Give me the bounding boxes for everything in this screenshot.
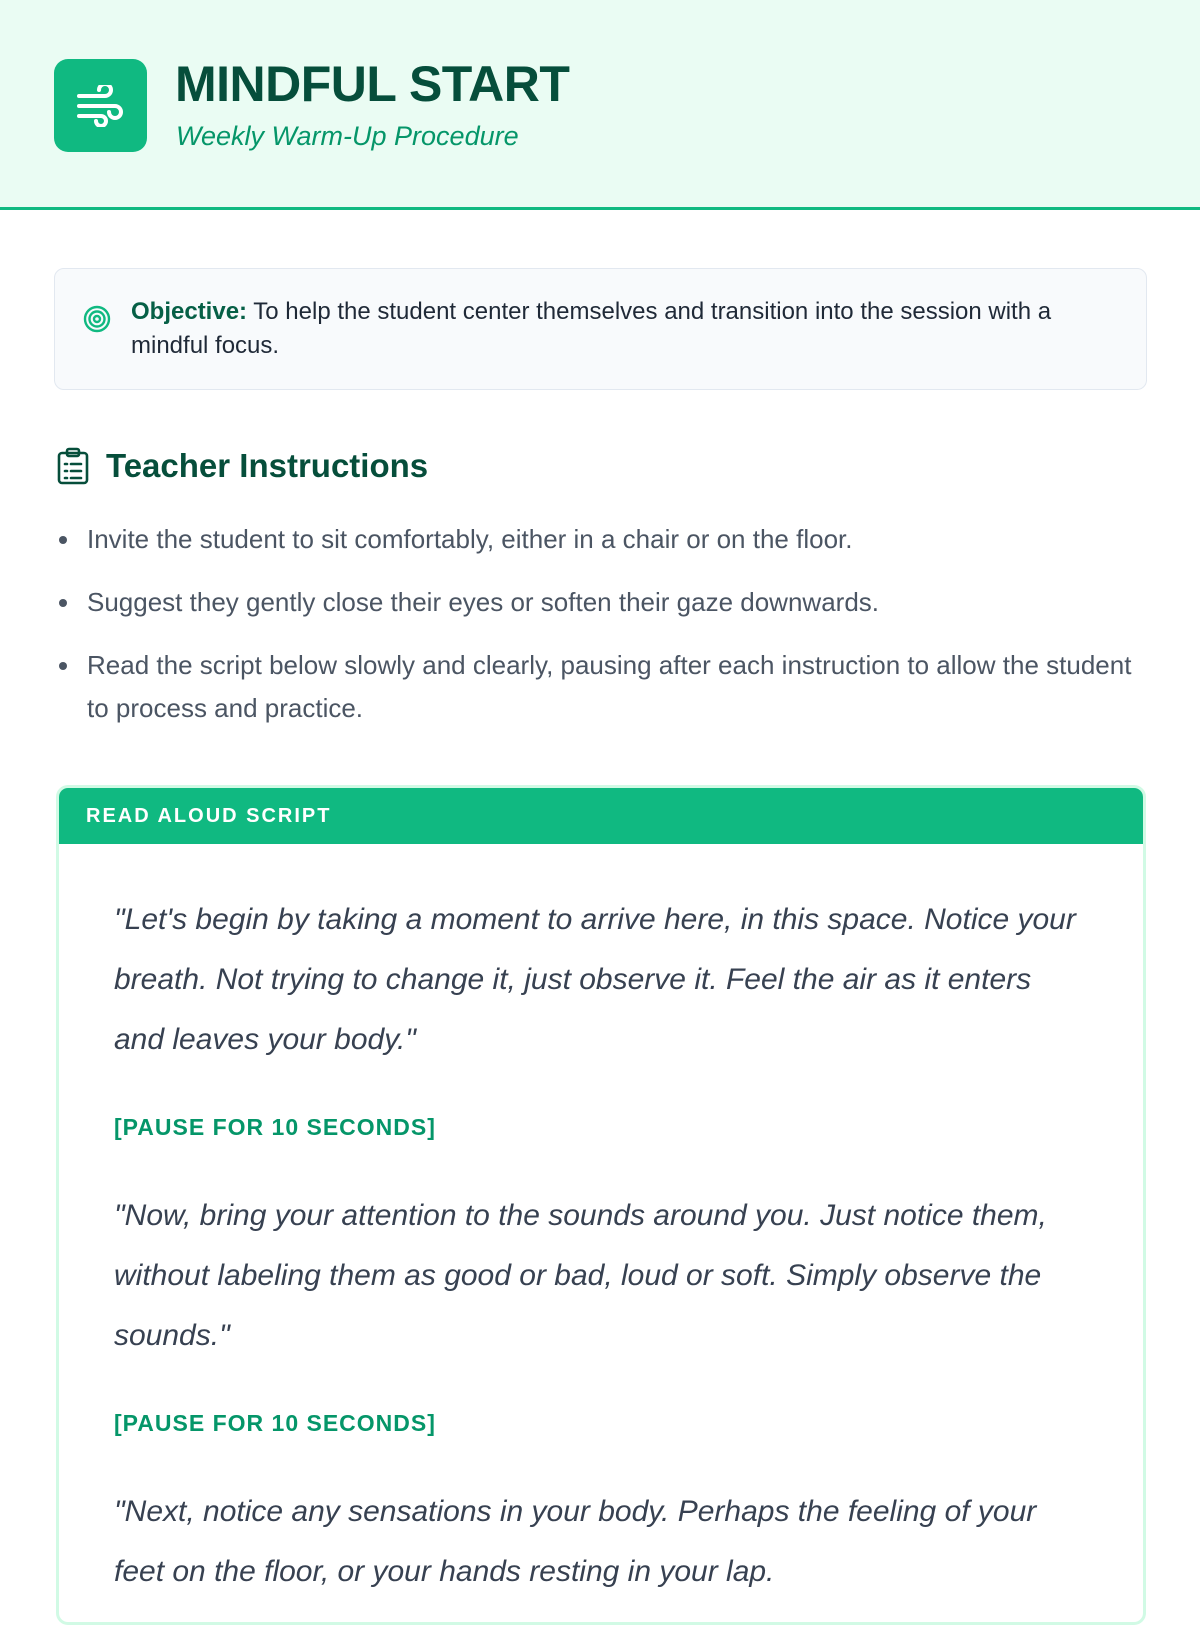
list-item: Suggest they gently close their eyes or soften their gaze downwards. xyxy=(56,581,1156,624)
objective-text: To help the student center themselves and transition into the session with a mindful focus. xyxy=(131,298,1052,359)
script-heading: READ ALOUD SCRIPT xyxy=(59,788,1143,844)
instructions-list xyxy=(56,518,1156,750)
script-body xyxy=(59,844,1143,1602)
pause-cue: [PAUSE FOR 10 SECONDS] xyxy=(114,1410,436,1436)
script-paragraph: "Let's begin by taking a moment to arrive here, in this space. Notice your breath. Not trying to change it, just observe it. Feel the air as it enters and leaves your body." xyxy=(114,903,1076,1056)
list-item: Read the script below slowly and clearly, pausing after each instruction to allow the student to process and practice. xyxy=(56,644,1156,730)
script-card xyxy=(56,785,1146,1625)
objective-box xyxy=(54,268,1147,390)
list-item: Invite the student to sit comfortably, either in a chair or on the floor. xyxy=(56,518,1156,561)
page-header xyxy=(0,0,1200,210)
clipboard-list-icon xyxy=(56,447,90,485)
instructions-heading-row xyxy=(56,444,428,488)
objective-label: Objective: xyxy=(131,298,248,325)
wind-icon xyxy=(75,85,127,127)
page-subtitle: Weekly Warm-Up Procedure xyxy=(176,121,519,151)
pause-cue: [PAUSE FOR 10 SECONDS] xyxy=(114,1114,436,1140)
target-icon xyxy=(83,305,111,333)
logo xyxy=(54,59,147,152)
instructions-heading: Teacher Instructions xyxy=(106,447,429,484)
page-title: MINDFUL START xyxy=(175,56,570,112)
script-paragraph: "Now, bring your attention to the sounds around you. Just notice them, without labeling them as good or bad, loud or soft. Simply observe the sounds." xyxy=(114,1199,1047,1352)
script-paragraph: "Next, notice any sensations in your body. Perhaps the feeling of your feet on the floor, or your hands resting in your lap. xyxy=(114,1495,1037,1588)
